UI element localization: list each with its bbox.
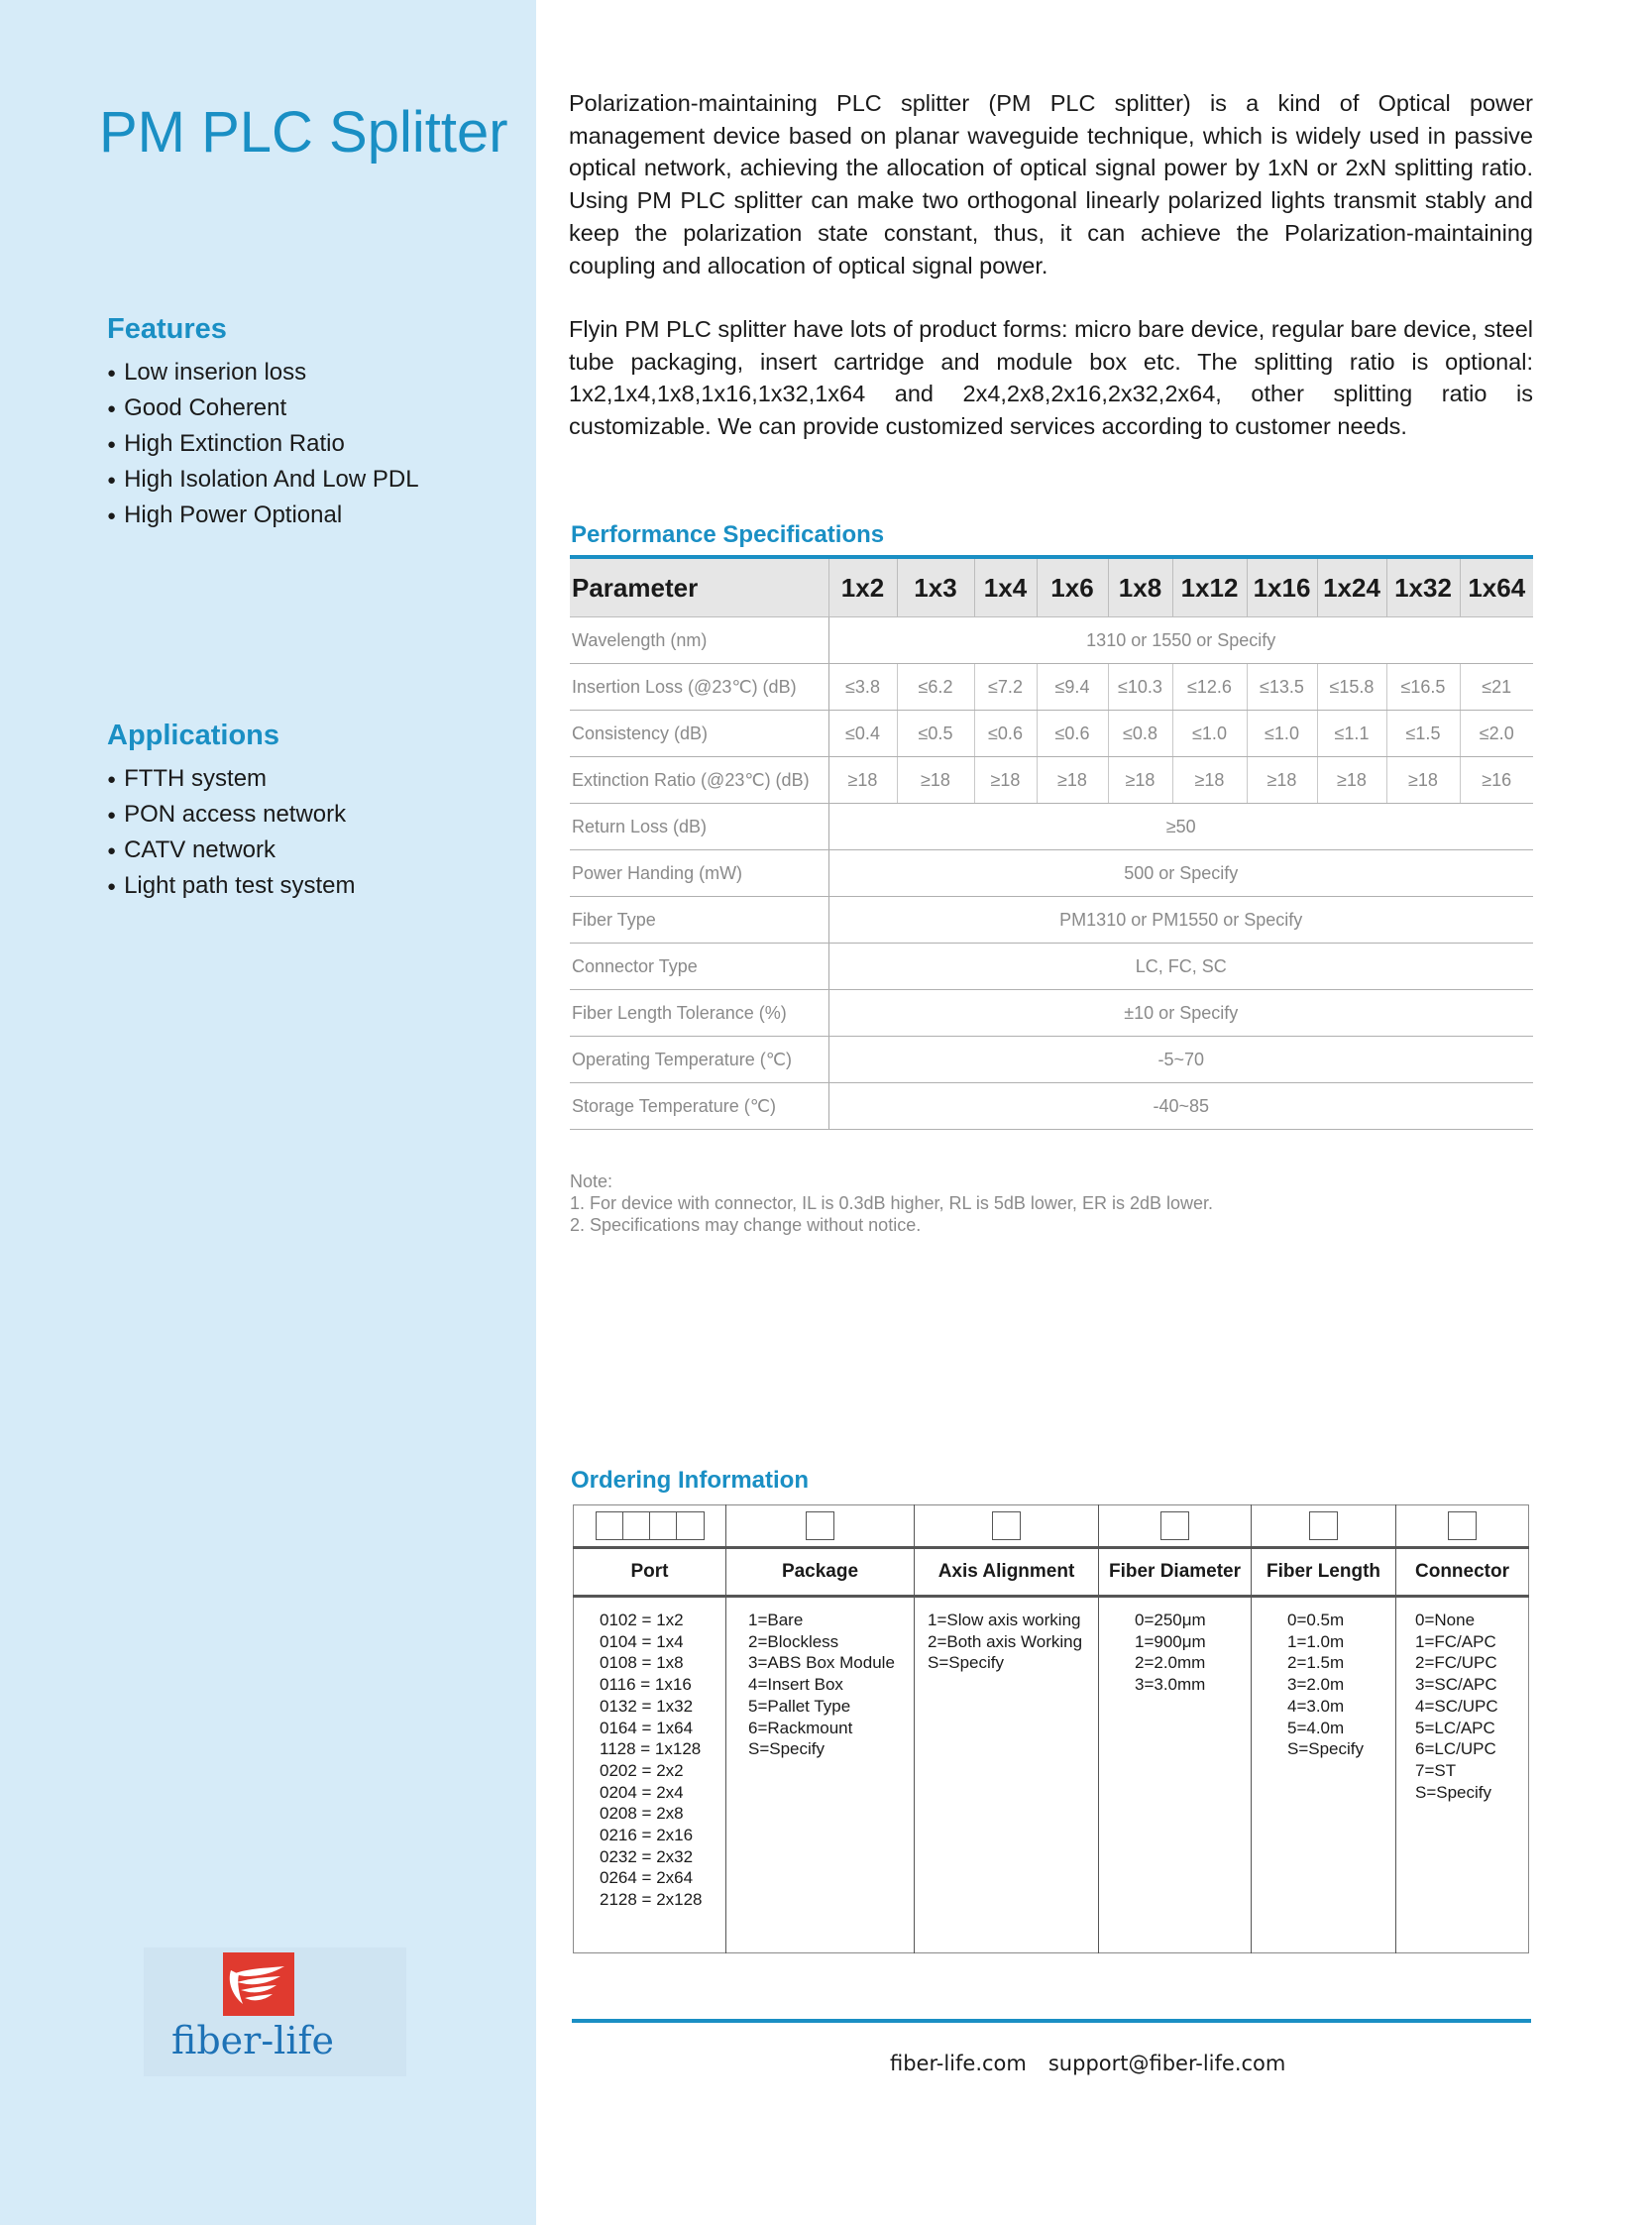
- list-item: 2=2.0mm: [1135, 1653, 1206, 1673]
- features-heading: Features: [107, 313, 227, 345]
- list-item: 0=250μm: [1135, 1611, 1206, 1629]
- axis-code-box[interactable]: [992, 1511, 1021, 1540]
- list-item: 0202 = 2x2: [600, 1760, 684, 1780]
- param-value: ≤12.6: [1172, 664, 1247, 711]
- column-header: 1x8: [1108, 557, 1172, 617]
- table-row: [570, 711, 1533, 757]
- param-value: -5~70: [828, 1037, 1533, 1083]
- website-link[interactable]: fiber-life.com: [890, 2052, 1027, 2075]
- list-item: 5=4.0m: [1287, 1718, 1345, 1737]
- fiber-diameter-options: [1135, 1610, 1251, 1696]
- column-header: 1x24: [1317, 557, 1386, 617]
- list-item: 0=0.5m: [1287, 1611, 1345, 1629]
- param-value: ≤2.0: [1460, 711, 1533, 757]
- param-value: ≥18: [974, 757, 1037, 804]
- table-row: [570, 757, 1533, 804]
- table-row: [570, 1083, 1533, 1130]
- wing-logo-icon: [223, 1952, 294, 2016]
- logo-text: fiber-life: [171, 2019, 335, 2062]
- table-row: [570, 617, 1533, 664]
- column-header: 1x4: [974, 557, 1037, 617]
- note-item: 1. For device with connector, IL is 0.3dB higher, RL is 5dB lower, ER is 2dB lower.: [570, 1193, 1213, 1213]
- column-header: Fiber Diameter: [1099, 1548, 1252, 1597]
- application-item: ● Light path test system: [107, 869, 356, 905]
- company-logo: [144, 1947, 406, 2076]
- list-item: S=Specify: [1287, 1739, 1365, 1759]
- package-options: [748, 1610, 914, 1760]
- ordering-table: [573, 1504, 1529, 1953]
- param-value: ≥18: [1386, 757, 1460, 804]
- ordering-header-row: [574, 1548, 1529, 1597]
- feature-item: ● High Power Optional: [107, 499, 419, 534]
- column-header: Port: [574, 1548, 726, 1597]
- connector-options: [1415, 1610, 1528, 1803]
- list-item: 1=FC/APC: [1415, 1631, 1496, 1651]
- list-item: 0232 = 2x32: [600, 1846, 694, 1866]
- list-item: S=Specify: [748, 1739, 826, 1759]
- ordering-title: Ordering Information: [571, 1467, 809, 1494]
- param-value: ≤15.8: [1317, 664, 1386, 711]
- feature-item: ● Good Coherent: [107, 391, 419, 427]
- table-header-row: [570, 557, 1533, 617]
- list-item: 2=Blockless: [748, 1631, 839, 1651]
- code-box-row: [574, 1505, 1529, 1548]
- param-value: ≥18: [1108, 757, 1172, 804]
- application-item: ● CATV network: [107, 834, 356, 869]
- table-row: [570, 804, 1533, 850]
- param-value: ≥50: [828, 804, 1533, 850]
- param-value: ≤0.6: [974, 711, 1037, 757]
- list-item: 6=LC/UPC: [1415, 1739, 1496, 1759]
- param-value: 500 or Specify: [828, 850, 1533, 897]
- list-item: 4=SC/UPC: [1415, 1696, 1498, 1716]
- list-item: 1=Bare: [748, 1611, 804, 1629]
- features-list: [107, 356, 419, 534]
- applications-section: [107, 720, 356, 905]
- param-label: Consistency (dB): [570, 711, 828, 757]
- param-value: ≥18: [897, 757, 974, 804]
- list-item: 2128 = 2x128: [600, 1890, 703, 1910]
- param-value: ≤7.2: [974, 664, 1037, 711]
- column-header: 1x3: [897, 557, 974, 617]
- table-row: [570, 897, 1533, 944]
- param-value: ≤9.4: [1037, 664, 1108, 711]
- param-value: ≤1.1: [1317, 711, 1386, 757]
- intro-paragraph: Flyin PM PLC splitter have lots of product forms: micro bare device, regular bare device, steel tube packaging, insert cartridge and module box etc. The splitting ratio is optional: 1x2,1x4,1x8,1x16,1x32,1x64 and 2x4,2x8,2x16,2x32,2x64, other splitting ratio is customizable. We can provide customized services according to customer needs.: [569, 316, 1533, 440]
- param-value: ≤1.0: [1172, 711, 1247, 757]
- connector-code-box[interactable]: [1448, 1511, 1477, 1540]
- list-item: 0208 = 2x8: [600, 1804, 684, 1824]
- param-value: 1310 or 1550 or Specify: [828, 617, 1533, 664]
- param-value: ≥18: [1247, 757, 1317, 804]
- list-item: 0116 = 1x16: [600, 1675, 692, 1695]
- param-value: ≥16: [1460, 757, 1533, 804]
- list-item: 6=Rackmount: [748, 1718, 853, 1737]
- list-item: 1=900μm: [1135, 1631, 1206, 1651]
- list-item: 0204 = 2x4: [600, 1782, 684, 1802]
- application-item: ● FTTH system: [107, 762, 356, 798]
- column-header: 1x2: [828, 557, 897, 617]
- column-header: Connector: [1396, 1548, 1529, 1597]
- param-value: ≤1.5: [1386, 711, 1460, 757]
- column-header: 1x12: [1172, 557, 1247, 617]
- list-item: 0102 = 1x2: [600, 1611, 684, 1629]
- table-row: [570, 664, 1533, 711]
- column-header: 1x32: [1386, 557, 1460, 617]
- param-value: ≤6.2: [897, 664, 974, 711]
- param-value: ≤1.0: [1247, 711, 1317, 757]
- email-link[interactable]: support@fiber-life.com: [1047, 2052, 1286, 2075]
- list-item: 0216 = 2x16: [600, 1826, 694, 1845]
- param-value: -40~85: [828, 1083, 1533, 1130]
- table-row: [570, 990, 1533, 1037]
- feature-item: ● Low inserion loss: [107, 356, 419, 391]
- features-section: [107, 313, 419, 534]
- param-value: ≤0.4: [828, 711, 897, 757]
- param-value: ≤10.3: [1108, 664, 1172, 711]
- port-options: [600, 1610, 725, 1911]
- notes-heading: Note:: [570, 1171, 613, 1191]
- column-header: 1x64: [1460, 557, 1533, 617]
- param-value: ≤0.8: [1108, 711, 1172, 757]
- column-header: Parameter: [570, 557, 828, 617]
- footer: [890, 2052, 1285, 2075]
- param-value: ≥18: [1037, 757, 1108, 804]
- list-item: 5=Pallet Type: [748, 1696, 851, 1716]
- axis-alignment-options: [928, 1610, 1098, 1674]
- list-item: 0104 = 1x4: [600, 1631, 684, 1651]
- feature-item: ● High Extinction Ratio: [107, 427, 419, 463]
- param-value: ≥18: [1172, 757, 1247, 804]
- page-title: PM PLC Splitter: [99, 100, 508, 165]
- list-item: 1=Slow axis working: [928, 1611, 1081, 1629]
- code-box[interactable]: [649, 1511, 678, 1540]
- list-item: 0108 = 1x8: [600, 1653, 684, 1673]
- param-label: Insertion Loss (@23℃) (dB): [570, 664, 828, 711]
- param-label: Storage Temperature (℃): [570, 1083, 828, 1130]
- notes: [570, 1170, 1213, 1236]
- param-value: PM1310 or PM1550 or Specify: [828, 897, 1533, 944]
- list-item: 1128 = 1x128: [600, 1739, 702, 1759]
- list-item: 2=1.5m: [1287, 1653, 1345, 1673]
- list-item: 2=FC/UPC: [1415, 1653, 1497, 1673]
- sidebar: [0, 0, 536, 2225]
- column-header: Fiber Length: [1252, 1548, 1396, 1597]
- list-item: 4=Insert Box: [748, 1675, 843, 1695]
- table-row: [570, 850, 1533, 897]
- param-label: Return Loss (dB): [570, 804, 828, 850]
- param-value: ≥18: [828, 757, 897, 804]
- list-item: 3=ABS Box Module: [748, 1653, 895, 1673]
- column-header: Axis Alignment: [915, 1548, 1099, 1597]
- length-code-box[interactable]: [1309, 1511, 1338, 1540]
- param-label: Operating Temperature (℃): [570, 1037, 828, 1083]
- table-row: [570, 944, 1533, 990]
- param-value: ≤16.5: [1386, 664, 1460, 711]
- ordering-options-row: [574, 1597, 1529, 1953]
- code-box[interactable]: [622, 1511, 651, 1540]
- param-label: Fiber Length Tolerance (%): [570, 990, 828, 1037]
- list-item: 1=1.0m: [1287, 1631, 1345, 1651]
- list-item: 3=SC/APC: [1415, 1675, 1497, 1695]
- table-row: [570, 1037, 1533, 1083]
- performance-table: [570, 555, 1533, 1130]
- application-item: ● PON access network: [107, 798, 356, 834]
- list-item: 2=Both axis Working: [928, 1631, 1083, 1651]
- list-item: S=Specify: [1415, 1782, 1492, 1802]
- note-item: 2. Specifications may change without notice.: [570, 1215, 922, 1235]
- list-item: S=Specify: [928, 1653, 1005, 1673]
- code-box[interactable]: [596, 1511, 624, 1540]
- list-item: 3=2.0m: [1287, 1675, 1345, 1695]
- param-value: ≤21: [1460, 664, 1533, 711]
- column-header: 1x6: [1037, 557, 1108, 617]
- list-item: 4=3.0m: [1287, 1696, 1345, 1716]
- package-code-box[interactable]: [806, 1511, 834, 1540]
- intro-paragraph: Polarization-maintaining PLC splitter (PM PLC splitter) is a kind of Optical power management device based on planar waveguide technique, which is widely used in passive optical network, achieving the allocation of optical signal power by 1xN or 2xN splitting ratio. Using PM PLC splitter can make two orthogonal linearly polarized lights transmit stably and keep the polarization state constant, thus, it can achieve the Polarization-maintaining coupling and allocation of optical signal power.: [569, 90, 1533, 278]
- param-label: Power Handing (mW): [570, 850, 828, 897]
- param-value: ±10 or Specify: [828, 990, 1533, 1037]
- code-box[interactable]: [676, 1511, 705, 1540]
- param-label: Wavelength (nm): [570, 617, 828, 664]
- list-item: 0264 = 2x64: [600, 1868, 694, 1888]
- applications-list: [107, 762, 356, 905]
- param-value: ≤13.5: [1247, 664, 1317, 711]
- list-item: 0=None: [1415, 1611, 1476, 1629]
- applications-heading: Applications: [107, 720, 280, 751]
- fiber-length-options: [1287, 1610, 1395, 1760]
- param-value: ≤0.6: [1037, 711, 1108, 757]
- param-label: Connector Type: [570, 944, 828, 990]
- diameter-code-box[interactable]: [1160, 1511, 1189, 1540]
- param-label: Fiber Type: [570, 897, 828, 944]
- performance-title: Performance Specifications: [571, 521, 885, 548]
- port-code-boxes: [591, 1511, 710, 1540]
- param-value: ≥18: [1317, 757, 1386, 804]
- param-value: ≤0.5: [897, 711, 974, 757]
- list-item: 0132 = 1x32: [600, 1696, 694, 1716]
- list-item: 3=3.0mm: [1135, 1675, 1206, 1695]
- list-item: 5=LC/APC: [1415, 1718, 1495, 1737]
- footer-divider: [572, 2019, 1531, 2023]
- list-item: 7=ST: [1415, 1760, 1457, 1780]
- feature-item: ● High Isolation And Low PDL: [107, 463, 419, 499]
- list-item: 0164 = 1x64: [600, 1718, 694, 1737]
- column-header: 1x16: [1247, 557, 1317, 617]
- param-value: LC, FC, SC: [828, 944, 1533, 990]
- param-label: Extinction Ratio (@23℃) (dB): [570, 757, 828, 804]
- param-value: ≤3.8: [828, 664, 897, 711]
- column-header: Package: [726, 1548, 915, 1597]
